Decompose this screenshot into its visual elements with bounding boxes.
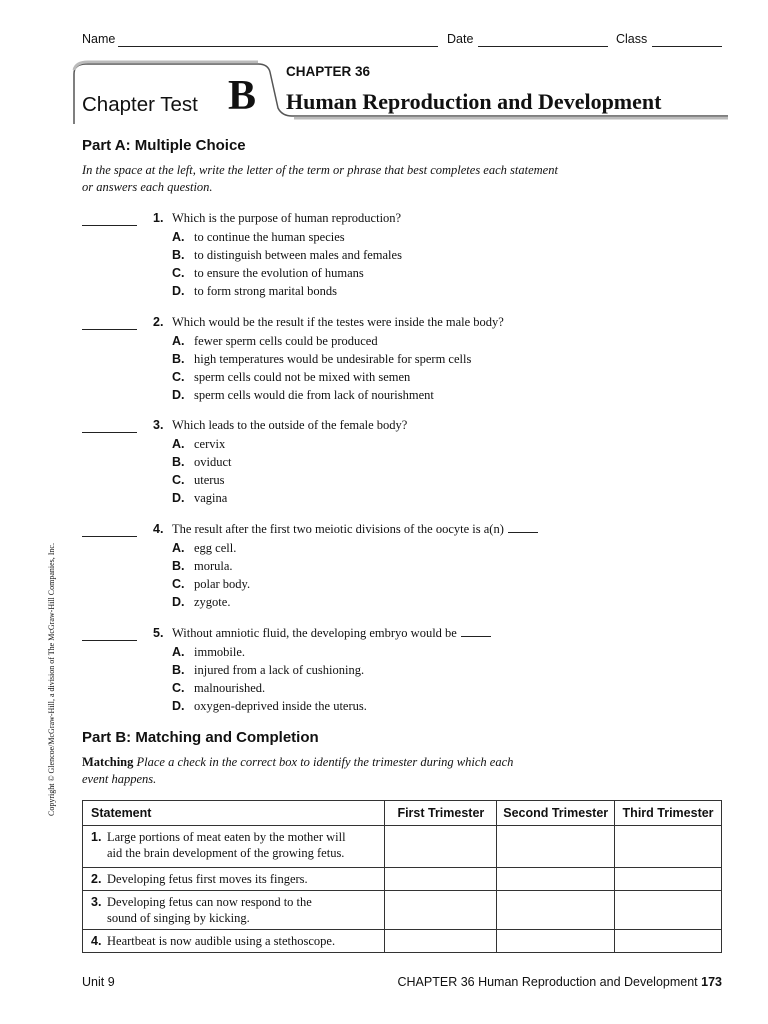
option-text: immobile. xyxy=(194,645,246,659)
question-text: The result after the first two meiotic divisions of the oocyte is a(n) xyxy=(172,522,538,537)
check-box-third-trimester[interactable] xyxy=(615,891,722,930)
question-text: Which would be the result if the testes were inside the male body? xyxy=(172,315,504,329)
check-box-second-trimester[interactable] xyxy=(497,930,615,953)
statement-cell xyxy=(83,930,385,953)
part-b-heading: Part B: Matching and Completion xyxy=(82,729,319,746)
table-header-row xyxy=(83,801,722,826)
option-text: malnourished. xyxy=(194,681,266,695)
name-label: Name xyxy=(82,32,116,46)
part-b-instructions: Matching Place a check in the correct box to identify the trimester during which each event happens. xyxy=(82,755,514,786)
statement-number: 2. xyxy=(91,872,102,886)
question-text: Without amniotic fluid, the developing embryo would be xyxy=(172,626,491,641)
check-box-first-trimester[interactable] xyxy=(385,891,497,930)
question-number: 3. xyxy=(153,418,164,432)
option-letter: B. xyxy=(172,455,185,469)
statement-cell xyxy=(83,891,385,930)
check-box-third-trimester[interactable] xyxy=(615,930,722,953)
option-text: high temperatures would be undesirable for sperm cells xyxy=(194,352,472,366)
option-letter: A. xyxy=(172,645,185,659)
option-letter: A. xyxy=(172,334,185,348)
option-letter: A. xyxy=(172,437,185,451)
statement-text: Heartbeat is now audible using a stethoscope. xyxy=(107,934,336,948)
option-letter: D. xyxy=(172,388,185,402)
fill-in-blank xyxy=(508,532,538,533)
option-letter: B. xyxy=(172,663,185,677)
statement-text: aid the brain development of the growing fetus. xyxy=(107,846,345,860)
question-text: Which leads to the outside of the female body? xyxy=(172,418,408,432)
option-letter: C. xyxy=(172,370,185,384)
page-number: 173 xyxy=(701,975,722,989)
answer-blank[interactable] xyxy=(82,225,137,226)
check-box-second-trimester[interactable] xyxy=(497,826,615,868)
question-number: 5. xyxy=(153,626,164,640)
chapter-test-label: Chapter Test xyxy=(82,93,198,116)
option-text: oviduct xyxy=(194,455,232,469)
option-text: to form strong marital bonds xyxy=(194,284,338,298)
check-box-first-trimester[interactable] xyxy=(385,930,497,953)
option-text: fewer sperm cells could be produced xyxy=(194,334,378,348)
col-header-third-trimester: Third Trimester xyxy=(615,801,722,826)
option-letter: C. xyxy=(172,266,185,280)
option-text: oxygen-deprived inside the uterus. xyxy=(194,699,367,713)
statement-number: 3. xyxy=(91,895,102,909)
footer-chapter: CHAPTER 36 Human Reproduction and Development 173 xyxy=(397,975,722,989)
answer-blank[interactable] xyxy=(82,329,137,330)
footer-unit: Unit 9 xyxy=(82,975,115,989)
date-label: Date xyxy=(447,32,474,46)
option-text: vagina xyxy=(194,491,228,505)
option-text: sperm cells would die from lack of nourishment xyxy=(194,388,434,402)
question-number: 2. xyxy=(153,315,164,329)
option-letter: D. xyxy=(172,699,185,713)
copyright-notice: Copyright © Glencoe/McGraw-Hill, a division of The McGraw-Hill Companies, Inc. xyxy=(47,543,56,816)
option-text: sperm cells could not be mixed with semen xyxy=(194,370,411,384)
col-header-second-trimester: Second Trimester xyxy=(497,801,615,826)
option-letter: B. xyxy=(172,352,185,366)
statement-cell xyxy=(83,868,385,891)
part-a-instructions: In the space at the left, write the letter of the term or phrase that best completes each statement or answers each question. xyxy=(82,163,558,194)
check-box-first-trimester[interactable] xyxy=(385,868,497,891)
part-a-heading: Part A: Multiple Choice xyxy=(82,137,246,154)
statement-number: 4. xyxy=(91,934,102,948)
chapter-label: CHAPTER 36 xyxy=(286,64,371,79)
option-letter: D. xyxy=(172,491,185,505)
option-text: egg cell. xyxy=(194,541,237,555)
statement-text: sound of singing by kicking. xyxy=(107,911,250,925)
option-text: morula. xyxy=(194,559,233,573)
date-field[interactable] xyxy=(478,46,608,47)
option-letter: C. xyxy=(172,473,185,487)
table-row xyxy=(83,826,722,868)
class-label: Class xyxy=(616,32,648,46)
check-box-third-trimester[interactable] xyxy=(615,826,722,868)
answer-blank[interactable] xyxy=(82,640,137,641)
answer-blank[interactable] xyxy=(82,536,137,537)
check-box-second-trimester[interactable] xyxy=(497,891,615,930)
option-letter: B. xyxy=(172,248,185,262)
option-text: to continue the human species xyxy=(194,230,345,244)
statement-text: Developing fetus can now respond to the xyxy=(107,895,312,909)
fill-in-blank xyxy=(461,636,491,637)
option-letter: D. xyxy=(172,595,185,609)
table-row xyxy=(83,891,722,930)
check-box-second-trimester[interactable] xyxy=(497,868,615,891)
statement-cell xyxy=(83,826,385,868)
test-form-letter: B xyxy=(228,73,257,119)
option-letter: C. xyxy=(172,577,185,591)
col-header-first-trimester: First Trimester xyxy=(385,801,497,826)
answer-blank[interactable] xyxy=(82,432,137,433)
question-number: 4. xyxy=(153,522,164,536)
option-letter: B. xyxy=(172,559,185,573)
question-text: Which is the purpose of human reproduction? xyxy=(172,211,402,225)
option-letter: A. xyxy=(172,230,185,244)
trimester-table xyxy=(82,800,722,953)
check-box-third-trimester[interactable] xyxy=(615,868,722,891)
matching-label: Matching xyxy=(82,755,134,769)
option-text: zygote. xyxy=(194,595,231,609)
statement-number: 1. xyxy=(91,830,102,844)
page-title: Human Reproduction and Development xyxy=(286,89,662,114)
option-text: to ensure the evolution of humans xyxy=(194,266,364,280)
option-text: uterus xyxy=(194,473,225,487)
question-number: 1. xyxy=(153,211,164,225)
statement-text: Developing fetus first moves its fingers. xyxy=(107,872,308,886)
table-row xyxy=(83,930,722,953)
option-text: cervix xyxy=(194,437,226,451)
check-box-first-trimester[interactable] xyxy=(385,826,497,868)
statement-text: Large portions of meat eaten by the mother will xyxy=(107,830,346,844)
option-letter: D. xyxy=(172,284,185,298)
col-header-statement: Statement xyxy=(83,801,385,826)
option-text: to distinguish between males and females xyxy=(194,248,402,262)
option-text: polar body. xyxy=(194,577,251,591)
option-text: injured from a lack of cushioning. xyxy=(194,663,365,677)
option-letter: A. xyxy=(172,541,185,555)
name-field[interactable] xyxy=(118,46,438,47)
option-letter: C. xyxy=(172,681,185,695)
class-field[interactable] xyxy=(652,46,722,47)
table-row xyxy=(83,868,722,891)
